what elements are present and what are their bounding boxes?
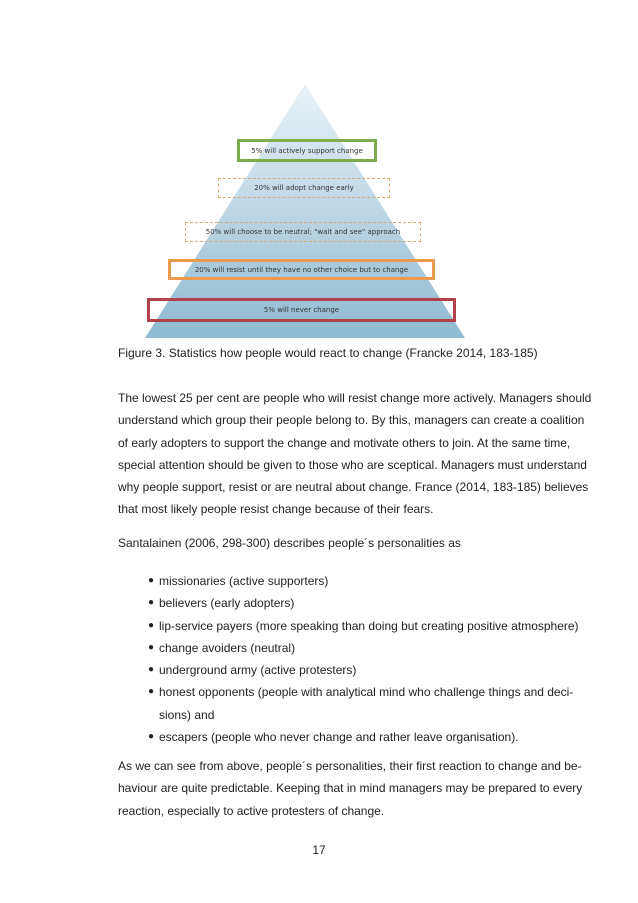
list-item-text: change avoiders (neutral): [159, 640, 296, 655]
bullet-icon: ●: [148, 731, 155, 743]
pyramid-level-never-change: 5% will never change: [147, 298, 456, 322]
paragraph-line: Santalainen (2006, 298-300) describes people´s personalities as: [118, 536, 461, 550]
paragraph-line: understand which group their people belong to. By this, managers can create a coalition: [118, 413, 585, 428]
personality-list: [118, 570, 579, 748]
figure-caption: Figure 3. Statistics how people would react to change (Francke 2014, 183-185): [118, 346, 538, 360]
paragraph-line: As we can see from above, people´s personalities, their first reaction to change and be-: [118, 759, 582, 773]
list-item-text: missionaries (active supporters): [159, 574, 329, 588]
list-item: [118, 681, 574, 726]
list-item: [118, 726, 568, 748]
pyramid-level-adopt-early: 20% will adopt change early: [218, 178, 390, 198]
pyramid-level-active-support: 5% will actively support change: [237, 139, 377, 162]
pyramid-graphic: [0, 0, 638, 340]
list-item: [118, 615, 579, 637]
paragraph-line: of early adopters to support the change and motivate others to join. At the same time,: [118, 435, 571, 450]
list-item-text: underground army (active protesters): [159, 663, 357, 678]
change-reaction-pyramid-figure: [0, 0, 638, 340]
bullet-icon: ●: [148, 641, 155, 653]
paragraph-line: haviour are quite predictable. Keeping that in mind managers may be prepared to every: [118, 781, 583, 796]
bullet-icon: ●: [148, 575, 155, 586]
paragraph-santalainen: [118, 532, 568, 554]
paragraph-line: that most likely people resist change because of their fears.: [118, 502, 434, 517]
paragraph-line: reaction, especially to active protesters of change.: [118, 803, 385, 818]
pyramid-level-resist: 20% will resist until they have no other choice but to change: [168, 259, 435, 280]
bullet-icon: ●: [148, 686, 155, 698]
list-item-text: believers (early adopters): [159, 596, 295, 611]
pyramid-level-neutral: 50% will choose to be neutral; "wait and see" approach: [185, 222, 421, 242]
bullet-icon: ●: [148, 597, 155, 609]
list-item: [118, 659, 568, 681]
paragraph-line: The lowest 25 per cent are people who will resist change more actively. Managers should: [118, 391, 592, 405]
bullet-icon: ●: [148, 619, 155, 631]
list-item: [118, 592, 568, 614]
list-item: [118, 570, 568, 592]
paragraph-line: why people support, resist or are neutral about change. France (2014, 183-185) believes: [118, 480, 589, 495]
list-item-text: honest opponents (people with analytical mind who challenge things and deci-: [159, 685, 574, 700]
list-item: [118, 637, 568, 659]
list-item-text-continued: sions) and: [159, 707, 215, 722]
paragraph-line: special attention should be given to those who are sceptical. Managers must understand: [118, 457, 587, 472]
paragraph-resistance: [118, 387, 592, 521]
page-number: 17: [312, 843, 326, 857]
bullet-icon: ●: [148, 664, 155, 676]
list-item-text: lip-service payers (more speaking than doing but creating positive atmosphere): [159, 618, 579, 633]
list-item-text: escapers (people who never change and rather leave organisation).: [159, 730, 519, 745]
paragraph-conclusion: [118, 755, 583, 822]
